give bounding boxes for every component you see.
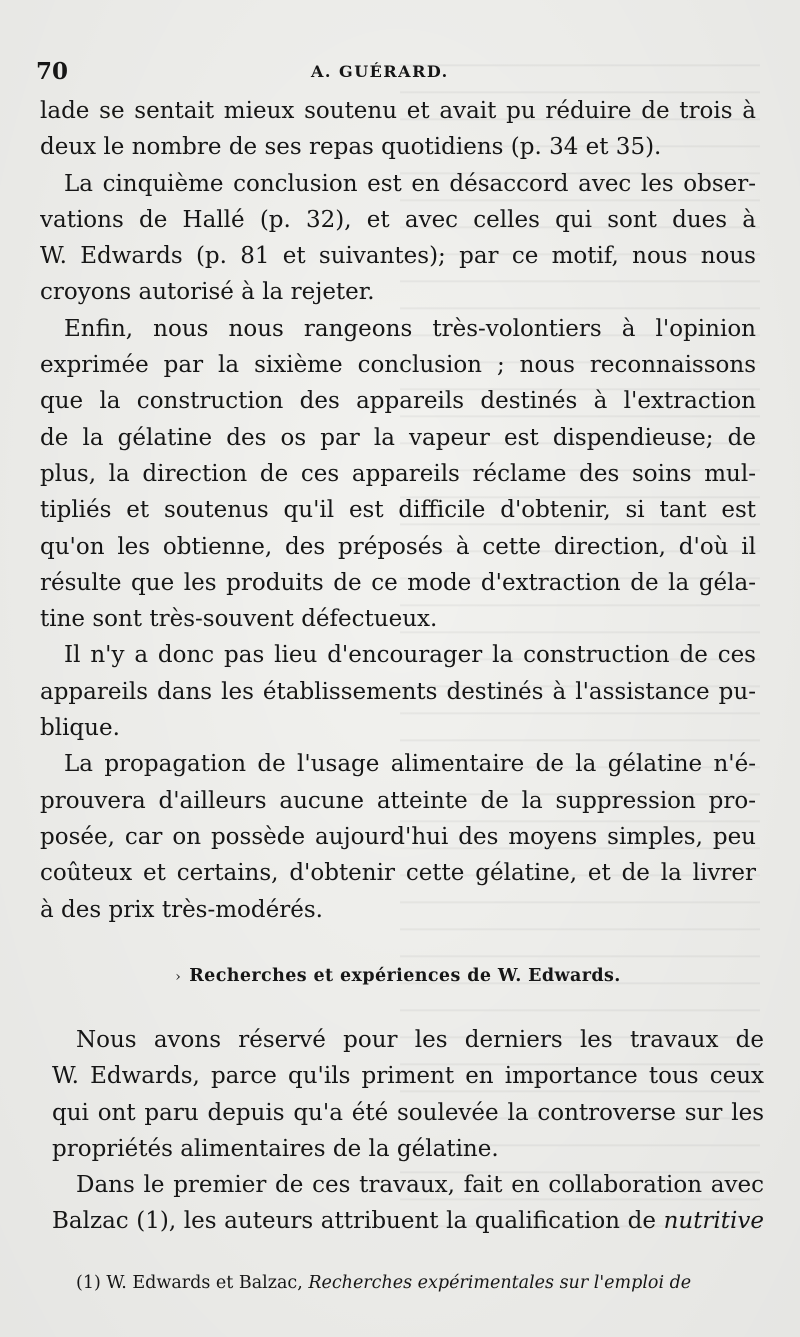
- text-line: tipliés et soutenus qu'il est difficile d'obtenir, si tant est: [40, 497, 756, 524]
- text-line: propriétés alimentaires de la gélatine.: [52, 1135, 499, 1162]
- text-line: Il n'y a donc pas lieu d'encourager la construction de ces: [64, 642, 756, 669]
- text-line: résulte que les produits de ce mode d'extraction de la géla-: [40, 569, 756, 596]
- text-line: croyons autorisé à la rejeter.: [40, 279, 375, 306]
- text-line: La propagation de l'usage alimentaire de la gélatine n'é-: [64, 751, 756, 778]
- footnote-lead: (1) W. Edwards et Balzac,: [76, 1273, 303, 1293]
- text-line: coûteux et certains, d'obtenir cette gélatine, et de la livrer: [40, 860, 756, 887]
- italic-term: nutritive: [663, 1208, 764, 1235]
- text-line: de la gélatine des os par la vapeur est dispendieuse; de: [40, 424, 756, 451]
- text-line-main: Balzac (1), les auteurs attribuent la qualification de: [52, 1208, 664, 1235]
- section-heading: [40, 966, 756, 986]
- footnote: [76, 1273, 766, 1293]
- text-line: blique.: [40, 715, 120, 742]
- text-line: plus, la direction de ces appareils réclame des soins mul-: [40, 460, 756, 487]
- text-line: exprimée par la sixième conclusion ; nous reconnaissons: [40, 352, 756, 379]
- running-header-author: A. GUÉRARD.: [311, 62, 449, 81]
- text-line: deux le nombre de ses repas quotidiens (p. 34 et 35).: [40, 134, 662, 161]
- text-line: que la construction des appareils destinés à l'extraction: [40, 388, 756, 415]
- text-line: Enfin, nous nous rangeons très-volontiers à l'opinion: [64, 315, 756, 342]
- text-line: tine sont très-souvent défectueux.: [40, 606, 438, 633]
- text-line: appareils dans les établissements destinés à l'assistance pu-: [40, 678, 756, 705]
- text-line: qui ont paru depuis qu'a été soulevée la controverse sur les: [52, 1099, 764, 1126]
- body-text-block-1: [40, 93, 756, 928]
- footnote-title: Recherches expérimentales sur l'emploi de: [308, 1273, 692, 1293]
- text-line: Nous avons réservé pour les derniers les travaux de: [76, 1027, 764, 1053]
- body-text-block-2: [52, 1022, 764, 1240]
- text-line: à des prix très-modérés.: [40, 896, 323, 923]
- text-line: [52, 1203, 764, 1239]
- text-line: W. Edwards, parce qu'ils priment en importance tous ceux: [52, 1063, 764, 1090]
- text-line: La cinquième conclusion est en désaccord avec les obser-: [64, 170, 756, 197]
- text-line: prouvera d'ailleurs aucune atteinte de la suppression pro-: [40, 787, 756, 814]
- section-heading-text: Recherches et expériences de W. Edwards.: [189, 966, 621, 986]
- text-line: vations de Hallé (p. 32), et avec celles qui sont dues à: [40, 206, 756, 233]
- text-line: Dans le premier de ces travaux, fait en collaboration avec: [76, 1172, 764, 1199]
- page-number: 70: [36, 58, 69, 85]
- running-header: [36, 58, 746, 88]
- text-line: lade se sentait mieux soutenu et avait pu réduire de trois à: [40, 98, 756, 124]
- text-line: W. Edwards (p. 81 et suivantes); par ce motif, nous nous: [40, 243, 756, 270]
- section-heading-mark: ›: [175, 969, 182, 985]
- text-line: posée, car on possède aujourd'hui des moyens simples, peu: [40, 823, 756, 850]
- text-line: qu'on les obtienne, des préposés à cette direction, d'où il: [40, 533, 756, 560]
